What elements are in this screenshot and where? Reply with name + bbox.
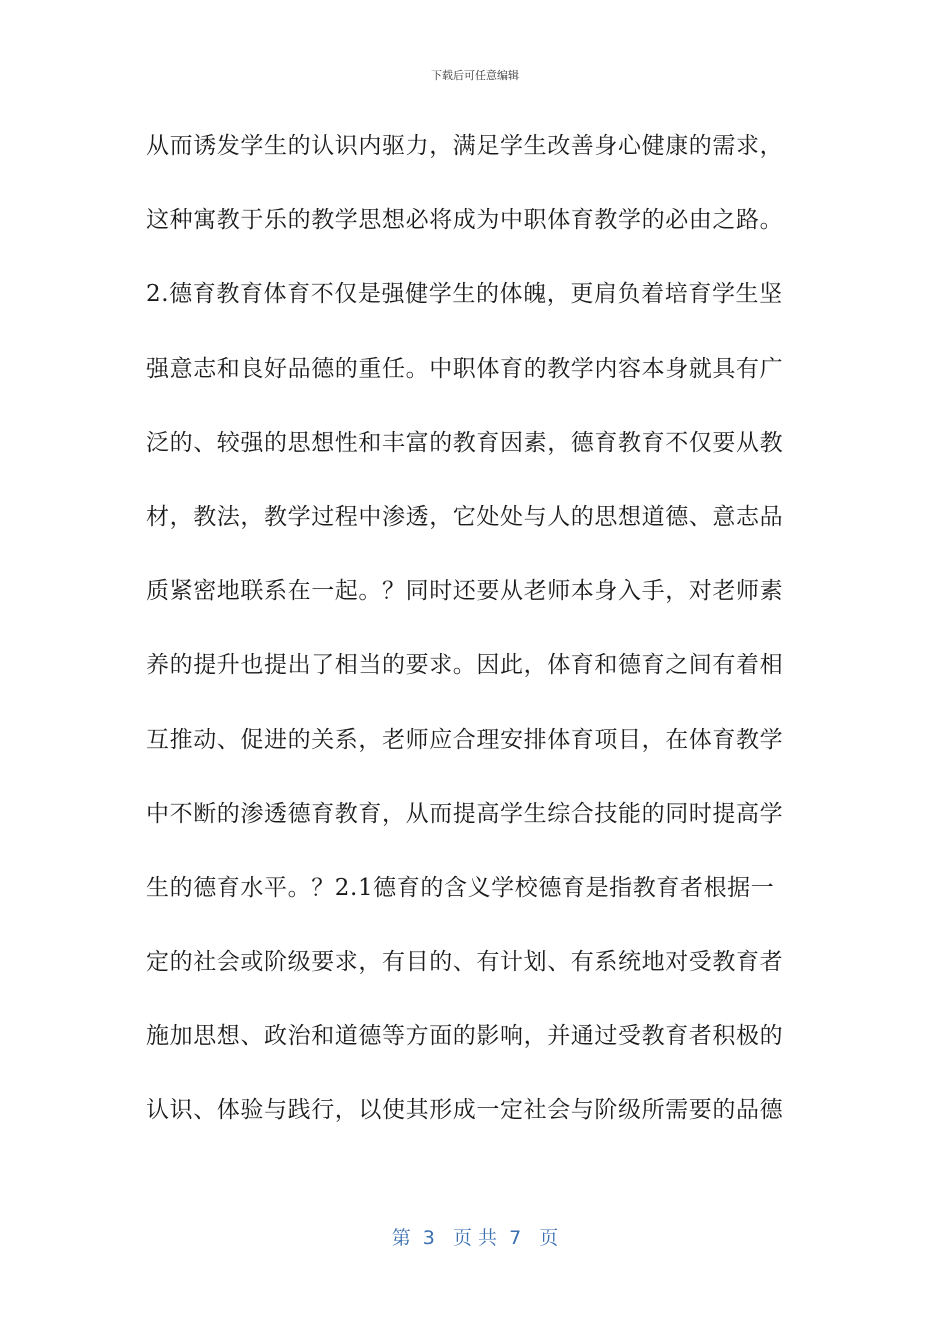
text-line: 养的提升也提出了相当的要求。因此，体育和德育之间有着相	[146, 652, 784, 679]
page-number-text: 第 3 页 共 7 页	[391, 1227, 559, 1249]
text-line: 中不断的渗透德育教育，从而提高学生综合技能的同时提高学	[146, 800, 784, 827]
document-body	[146, 121, 796, 1160]
text-line: 从而诱发学生的认识内驱力，满足学生改善身心健康的需求，	[146, 133, 784, 159]
page-number-footer	[0, 1223, 950, 1250]
text-line: 这种寓教于乐的教学思想必将成为中职体育教学的必由之路。	[146, 207, 784, 234]
page-header-note: 下载后可任意编辑	[431, 69, 519, 82]
text-line: 认识、体验与践行，以使其形成一定社会与阶级所需要的品德	[146, 1097, 784, 1124]
text-line: 施加思想、政治和道德等方面的影响，并通过受教育者积极的	[146, 1023, 784, 1050]
text-line: 质紧密地联系在一起。？同时还要从老师本身入手，对老师素	[146, 578, 784, 605]
text-line: 2.德育教育体育不仅是强健学生的体魄，更肩负着培育学生坚	[146, 281, 783, 308]
text-line: 材，教法，教学过程中渗透，它处处与人的思想道德、意志品	[146, 503, 784, 530]
text-line: 互推动、促进的关系，老师应合理安排体育项目，在体育教学	[146, 726, 784, 753]
text-line: 强意志和良好品德的重任。中职体育的教学内容本身就具有广	[146, 355, 784, 382]
text-line: 生的德育水平。？2.1德育的含义学校德育是指教育者根据一	[146, 874, 775, 901]
text-line: 定的社会或阶级要求，有目的、有计划、有系统地对受教育者	[146, 949, 784, 976]
text-line: 泛的、较强的思想性和丰富的教育因素，德育教育不仅要从教	[146, 429, 784, 456]
